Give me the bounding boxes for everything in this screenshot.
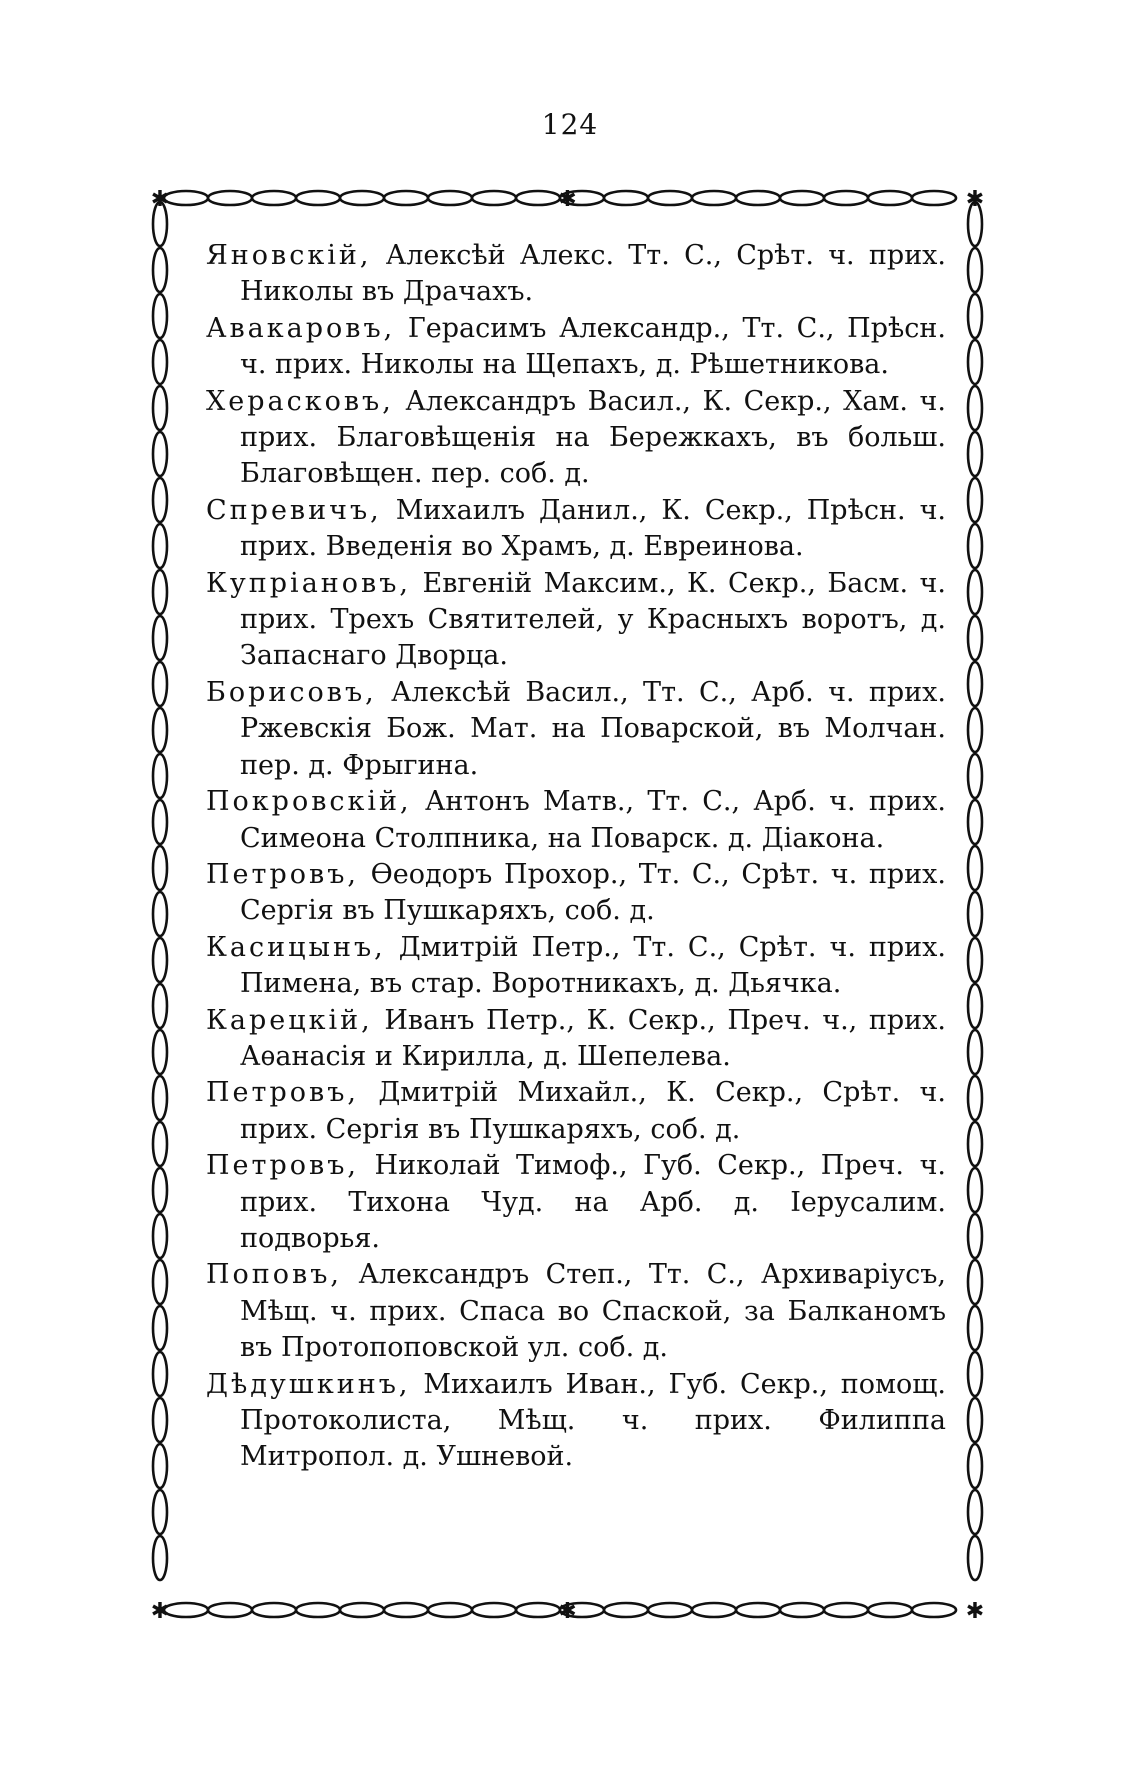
- border-link-bottom: [384, 1603, 428, 1617]
- border-link-bottom: [472, 1603, 516, 1617]
- list-item: Борисовъ, Алексѣй Васил., Тт. С., Арб. ч. прих. Ржевскія Бож. Мат. на Поварской, въ Молчан. пер. д. Фрыгина.: [206, 676, 946, 781]
- border-link-right: [968, 294, 982, 338]
- border-link-left: [153, 754, 167, 798]
- border-link-right: [968, 524, 982, 568]
- border-link-right: [968, 708, 982, 752]
- border-link-top: [516, 191, 560, 205]
- border-link-right: [968, 1444, 982, 1488]
- border-link-bottom: [516, 1603, 560, 1617]
- page-number: 124: [541, 108, 599, 141]
- border-link-top: [296, 191, 340, 205]
- border-link-left: [153, 386, 167, 430]
- list-item: Поповъ, Александръ Степ., Тт. С., Архиваріусъ, Мѣщ. ч. прих. Спаса во Спаской, за Балканомъ въ Протопоповской ул. соб. д.: [206, 1259, 946, 1364]
- border-link-left: [153, 800, 167, 844]
- border-link-top: [736, 191, 780, 205]
- asterisk-ornament: ✱: [965, 1599, 985, 1624]
- border-link-top: [780, 191, 824, 205]
- list-item: Петровъ, Николай Тимоф., Губ. Секр., Преч. ч. прих. Тихона Чуд. на Арб. д. Іерусалим. подворья.: [206, 1150, 946, 1254]
- border-link-bottom: [296, 1603, 340, 1617]
- border-link-right: [968, 1352, 982, 1396]
- border-link-right: [968, 984, 982, 1028]
- asterisk-ornament: ✱: [558, 1599, 577, 1624]
- border-link-left: [153, 938, 167, 982]
- border-link-left: [153, 984, 167, 1028]
- list-item: Касицынъ, Дмитрій Петр., Тт. С., Срѣт. ч. прих. Пимена, въ стар. Воротникахъ, д. Дьячка.: [206, 931, 946, 1000]
- list-item: Петровъ, Ѳеодоръ Прохор., Тт. С., Срѣт. ч. прих. Сергія въ Пушкаряхъ, соб. д.: [206, 858, 946, 927]
- border-link-left: [153, 662, 167, 706]
- border-link-bottom: [604, 1603, 648, 1617]
- border-link-bottom: [648, 1603, 692, 1617]
- border-link-right: [968, 1306, 982, 1350]
- entry-list: [206, 238, 946, 1476]
- border-link-right: [968, 248, 982, 292]
- border-link-left: [153, 846, 167, 890]
- border-link-right: [968, 938, 982, 982]
- border-link-left: [153, 1122, 167, 1166]
- list-item: Яновскій, Алексѣй Алекс. Тт. С., Срѣт. ч. прих. Николы въ Драчахъ.: [206, 240, 946, 308]
- border-link-left: [153, 616, 167, 660]
- list-item: Карецкій, Иванъ Петр., К. Секр., Преч. ч., прих. Аѳанасія и Кирилла, д. Шепелева.: [206, 1004, 946, 1072]
- border-link-bottom: [692, 1603, 736, 1617]
- border-link-bottom: [428, 1603, 472, 1617]
- border-link-left: [153, 1260, 167, 1304]
- border-link-left: [153, 294, 167, 338]
- border-link-right: [968, 754, 982, 798]
- list-item: Дѣдушкинъ, Михаилъ Иван., Губ. Секр., помощ. Протоколиста, Мѣщ. ч. прих. Филиппа Митропол. д. Ушневой.: [206, 1368, 946, 1473]
- border-link-top: [384, 191, 428, 205]
- border-link-bottom: [824, 1603, 868, 1617]
- list-item: Петровъ, Дмитрій Михайл., К. Секр., Срѣт. ч. прих. Сергія въ Пушкаряхъ, соб. д.: [206, 1077, 946, 1145]
- border-link-left: [153, 1168, 167, 1212]
- border-link-bottom: [340, 1603, 384, 1617]
- border-link-bottom: [736, 1603, 780, 1617]
- border-link-top: [868, 191, 912, 205]
- list-item: Авакаровъ, Герасимъ Александр., Тт. С., Прѣсн. ч. прих. Николы на Щепахъ, д. Рѣшетникова.: [206, 312, 946, 381]
- border-link-right: [968, 478, 982, 522]
- border-link-top: [340, 191, 384, 205]
- border-link-right: [968, 1214, 982, 1258]
- border-link-left: [153, 248, 167, 292]
- border-link-top: [252, 191, 296, 205]
- border-link-bottom: [780, 1603, 824, 1617]
- asterisk-ornament: ✱: [150, 187, 170, 212]
- border-link-left: [153, 524, 167, 568]
- border-link-right: [968, 1122, 982, 1166]
- list-item: Купріановъ, Евгеній Максим., К. Секр., Басм. ч. прих. Трехъ Святителей, у Красныхъ воротъ, д. Запаснаго Дворца.: [206, 567, 946, 672]
- border-link-left: [153, 1030, 167, 1074]
- border-link-top: [164, 191, 208, 205]
- border-link-right: [968, 1168, 982, 1212]
- border-link-right: [968, 616, 982, 660]
- border-link-right: [968, 1536, 982, 1580]
- border-link-left: [153, 1306, 167, 1350]
- border-link-right: [968, 340, 982, 384]
- border-link-left: [153, 1076, 167, 1120]
- border-link-left: [153, 1214, 167, 1258]
- list-item: Спревичъ, Михаилъ Данил., К. Секр., Прѣсн. ч. прих. Введенія во Храмъ, д. Евреинова.: [206, 494, 946, 563]
- border-link-top: [692, 191, 736, 205]
- border-link-right: [968, 800, 982, 844]
- border-link-top: [824, 191, 868, 205]
- border-link-top: [912, 191, 956, 205]
- asterisk-ornament: ✱: [150, 1599, 170, 1624]
- border-link-left: [153, 340, 167, 384]
- asterisk-ornament: ✱: [965, 187, 985, 212]
- border-link-left: [153, 1352, 167, 1396]
- border-link-left: [153, 432, 167, 476]
- border-link-right: [968, 1260, 982, 1304]
- border-link-top: [604, 191, 648, 205]
- border-link-right: [968, 1398, 982, 1442]
- border-link-left: [153, 1398, 167, 1442]
- border-link-top: [648, 191, 692, 205]
- border-link-left: [153, 478, 167, 522]
- border-link-left: [153, 1536, 167, 1580]
- border-link-right: [968, 386, 982, 430]
- border-link-right: [968, 1076, 982, 1120]
- border-link-top: [428, 191, 472, 205]
- border-link-left: [153, 708, 167, 752]
- border-link-left: [153, 892, 167, 936]
- border-link-left: [153, 1490, 167, 1534]
- border-link-right: [968, 662, 982, 706]
- border-link-bottom: [252, 1603, 296, 1617]
- border-link-top: [472, 191, 516, 205]
- border-link-right: [968, 1490, 982, 1534]
- border-link-bottom: [912, 1603, 956, 1617]
- border-link-left: [153, 570, 167, 614]
- border-link-right: [968, 570, 982, 614]
- border-link-left: [153, 1444, 167, 1488]
- border-link-right: [968, 432, 982, 476]
- border-link-right: [968, 892, 982, 936]
- list-item: Покровскій, Антонъ Матв., Тт. С., Арб. ч. прих. Симеона Столпника, на Поварск. д. Діакона.: [206, 786, 946, 854]
- border-link-bottom: [208, 1603, 252, 1617]
- asterisk-ornament: ✱: [558, 187, 577, 212]
- border-link-bottom: [868, 1603, 912, 1617]
- list-item: Херасковъ, Александръ Васил., К. Секр., Хам. ч. прих. Благовѣщенія на Бережкахъ, въ больш. Благовѣщен. пер. соб. д.: [206, 385, 946, 490]
- border-link-right: [968, 1030, 982, 1074]
- border-link-top: [208, 191, 252, 205]
- border-link-right: [968, 846, 982, 890]
- border-link-bottom: [164, 1603, 208, 1617]
